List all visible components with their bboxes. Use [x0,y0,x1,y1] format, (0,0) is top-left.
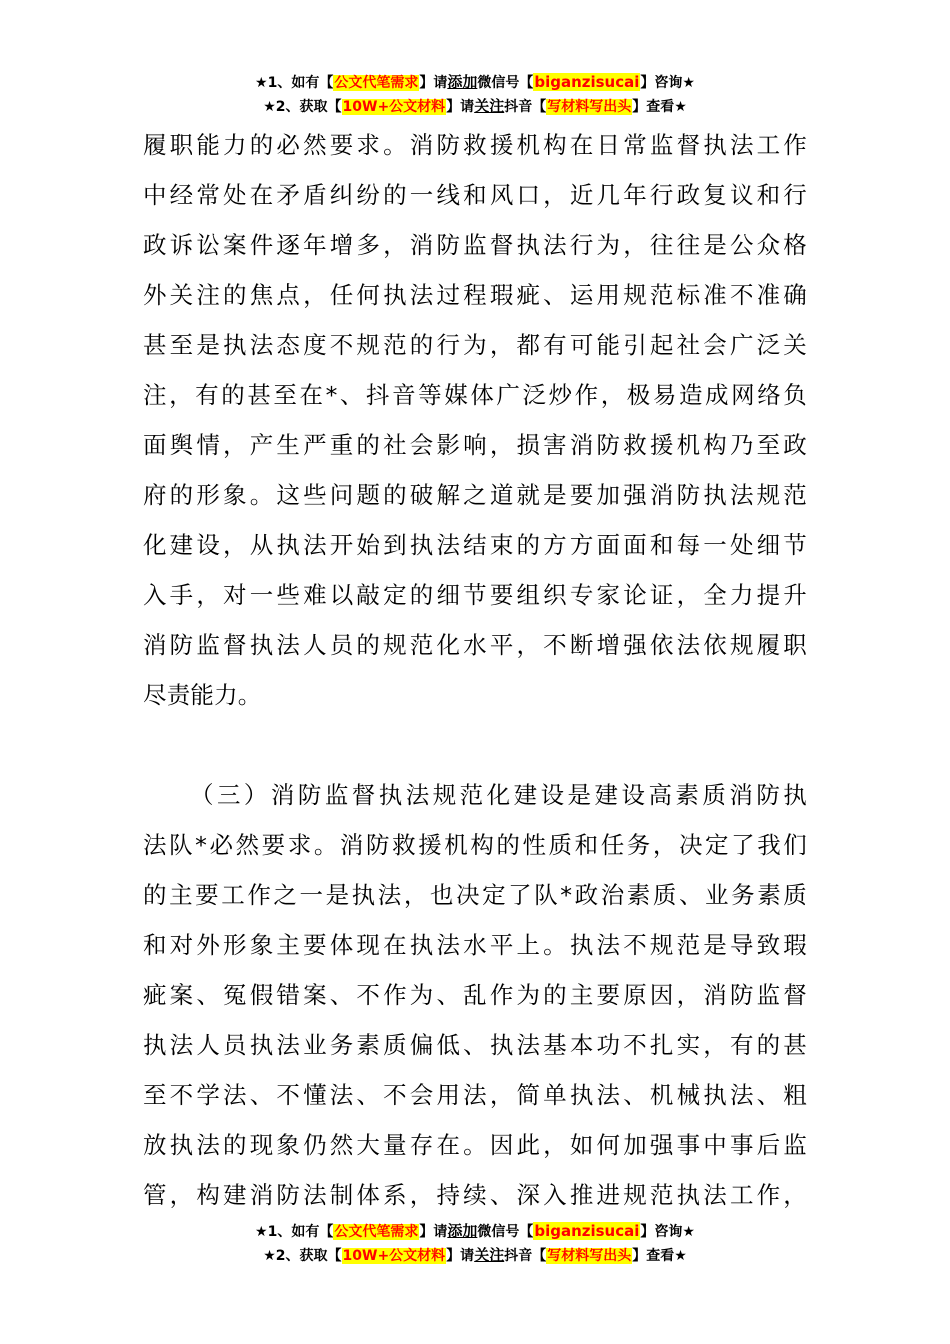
banner-underline: 添加 [447,1222,478,1240]
document-body [143,120,807,1220]
banner-highlight: 写材料写出头 [547,99,632,115]
banner-text: 微信号【 [477,75,534,91]
paragraph-1 [143,120,807,720]
banner-highlight: 公文代笔需求 [334,75,419,91]
banner-highlight: biganzisucai [534,1222,640,1240]
banner-text: 】咨询★ [640,1224,695,1240]
banner-text: ★1、如有【 [255,75,334,91]
text-line: 放执法的现象仍然大量存在。因此，如何加强事中事后监 [143,1131,807,1159]
banner-line-2 [0,94,950,118]
banner-highlight: biganzisucai [534,73,640,91]
text-line: 甚至是执法态度不规范的行为，都有可能引起社会广泛关 [143,331,807,359]
banner-underline: 关注 [474,1246,505,1264]
text-line: 面舆情，产生严重的社会影响，损害消防救援机构乃至政 [143,431,807,459]
text-line: 消防监督执法人员的规范化水平，不断增强依法依规履职 [143,631,807,659]
text-line: 入手，对一些难以敲定的细节要组织专家论证，全力提升 [143,581,807,609]
text-line: 中经常处在矛盾纠纷的一线和风口，近几年行政复议和行 [143,181,807,209]
text-line: 注，有的甚至在*、抖音等媒体广泛炒作，极易造成网络负 [143,381,807,409]
banner-text: ★2、获取【 [263,99,342,115]
banner-line-1 [0,1219,950,1243]
banner-underline: 关注 [474,97,505,115]
banner-underline: 添加 [447,73,478,91]
text-line: 疵案、冤假错案、不作为、乱作为的主要原因，消防监督 [143,981,807,1009]
banner-text: 】请 [446,99,475,115]
banner-highlight: 10W+公文材料 [342,1248,446,1264]
banner-text: 抖音【 [504,99,547,115]
banner-highlight: 公文代笔需求 [334,1224,419,1240]
banner-highlight: 10W+公文材料 [342,99,446,115]
banner-highlight: 写材料写出头 [547,1248,632,1264]
banner-line-1 [0,70,950,94]
banner-text: 抖音【 [504,1248,547,1264]
banner-text: 微信号【 [477,1224,534,1240]
banner-line-2 [0,1243,950,1267]
text-line: 外关注的焦点，任何执法过程瑕疵、运用规范标准不准确 [143,281,807,309]
banner-text: 】查看★ [632,1248,687,1264]
text-line: 管，构建消防法制体系，持续、深入推进规范执法工作， [143,1181,807,1209]
footer-banner [0,1219,950,1267]
banner-text: 】请 [419,75,448,91]
text-line: 尽责能力。 [143,681,262,709]
banner-text: ★1、如有【 [255,1224,334,1240]
text-line: 至不学法、不懂法、不会用法，简单执法、机械执法、粗 [143,1081,807,1109]
text-line: 的主要工作之一是执法，也决定了队*政治素质、业务素质 [143,881,807,909]
text-line: 履职能力的必然要求。消防救援机构在日常监督执法工作 [143,131,807,159]
banner-text: 】请 [419,1224,448,1240]
text-line: 政诉讼案件逐年增多，消防监督执法行为，往往是公众格 [143,231,807,259]
text-line: 府的形象。这些问题的破解之道就是要加强消防执法规范 [143,481,807,509]
banner-text: 】查看★ [632,99,687,115]
banner-text: 】咨询★ [640,75,695,91]
paragraph-2 [143,770,807,1220]
text-line: 化建设，从执法开始到执法结束的方方面面和每一处细节 [143,531,807,559]
header-banner [0,70,950,118]
banner-text: ★2、获取【 [263,1248,342,1264]
banner-text: 】请 [446,1248,475,1264]
text-line: 法队*必然要求。消防救援机构的性质和任务，决定了我们 [143,831,807,859]
text-line: （三）消防监督执法规范化建设是建设高素质消防执 [190,781,807,809]
text-line: 执法人员执法业务素质偏低、执法基本功不扎实，有的甚 [143,1031,807,1059]
text-line: 和对外形象主要体现在执法水平上。执法不规范是导致瑕 [143,931,807,959]
paragraph-gap [143,720,807,770]
